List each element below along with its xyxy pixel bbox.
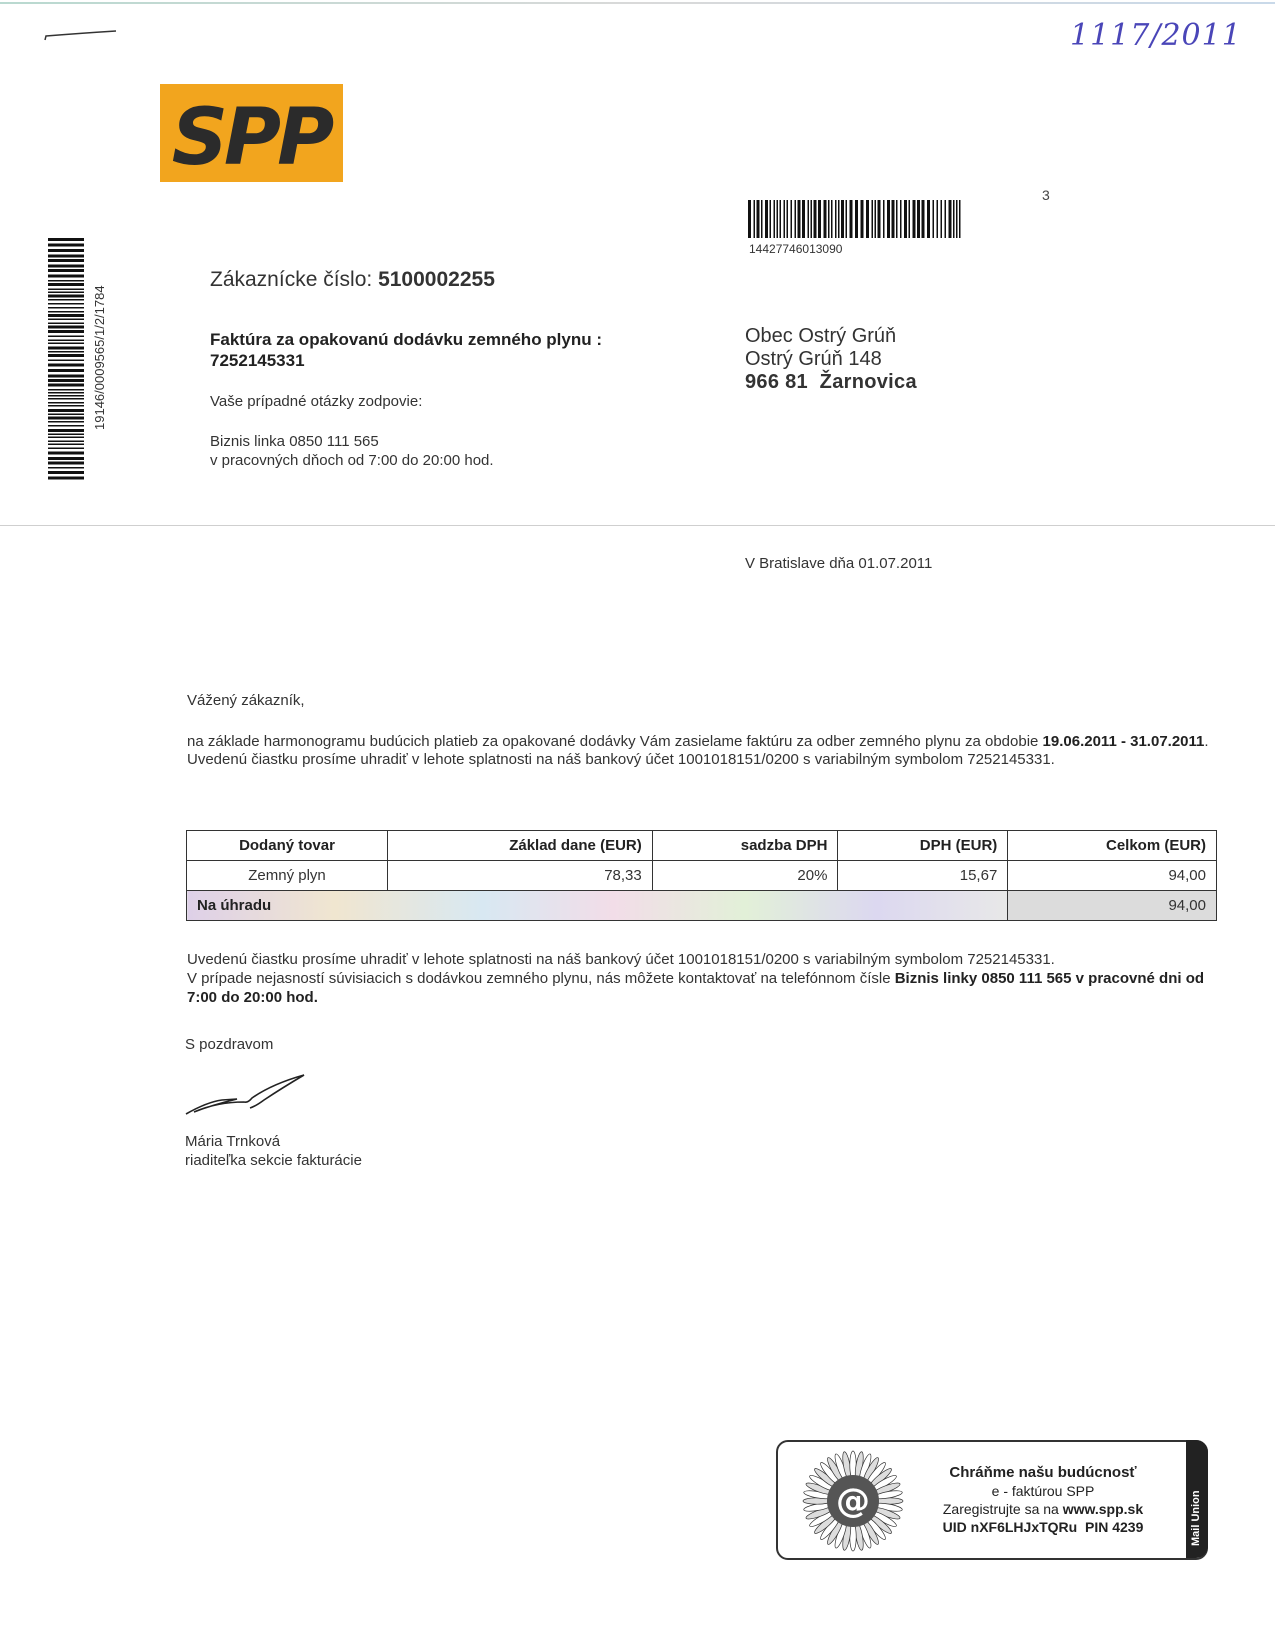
header-total: Celkom (EUR) [1008,831,1217,861]
business-line [210,432,494,470]
date-line: V Bratislave dňa 01.07.2011 [745,555,933,572]
email-flower-icon [798,1446,908,1561]
business-line-phone: Biznis linka 0850 111 565 [210,433,379,450]
total-value: 94,00 [1008,891,1217,921]
cell-vat: 15,67 [838,861,1008,891]
invoice-table [186,830,1217,921]
cell-vat-rate: 20% [652,861,838,891]
cell-goods: Zemný plyn [187,861,388,891]
cell-total: 94,00 [1008,861,1217,891]
header-goods: Dodaný tovar [187,831,388,861]
promo-line3 [928,1500,1158,1518]
promo-register-text: Zaregistrujte sa na [942,1501,1063,1517]
signer-name: Mária Trnková [185,1133,281,1150]
promo-line2: e - faktúrou SPP [991,1483,1095,1499]
top-left-mark [44,28,119,47]
questions-line: Vaše prípadné otázky zodpovie: [210,393,423,410]
invoice-number: 7252145331 [210,351,305,370]
e-invoice-promo-box [776,1440,1208,1560]
barcode [748,200,964,243]
mail-union-label: Mail Union [1190,1490,1202,1546]
spp-logo [160,84,343,182]
paragraph-2-text: V prípade nejasností súvisiacich s dodávkou zemného plynu, nás môžete kontaktovať na telefónnom čísle [187,970,895,987]
side-barcode [48,238,84,488]
handwritten-note: 1117/2011 [1070,18,1242,53]
paragraph-1-end: . [1204,733,1209,750]
paragraph-1-text: na základe harmonogramu budúcich platieb za opakované dodávky Vám zasielame faktúru za odber zemného plynu za obdobie [187,733,1043,750]
greeting: Vážený zákazník, [187,692,305,709]
customer-number-label: Zákaznícke číslo: [210,268,373,291]
invoice-title-line1: Faktúra za opakovanú dodávku zemného plynu : [210,330,603,349]
svg-text:@: @ [836,1481,870,1521]
recipient-name: Obec Ostrý Grúň [745,325,897,347]
billing-period: 19.06.2011 - 31.07.2011 [1042,733,1205,750]
customer-number-line [210,268,495,292]
paragraph-1 [187,733,1222,769]
recipient-city: 966 81 Žarnovica [745,371,917,393]
promo-heading: Chráňme našu budúcnosť [949,1464,1137,1481]
svg-text:SPP: SPP [171,93,331,182]
barcode-number: 14427746013090 [749,242,843,256]
header-vat: DPH (EUR) [838,831,1008,861]
cell-tax-base: 78,33 [388,861,653,891]
closing-regards: S pozdravom [185,1036,274,1053]
total-label: Na úhradu [187,891,1008,921]
promo-credentials: UID nXF6LHJxTQRu PIN 4239 [942,1519,1144,1535]
table-row [187,861,1217,891]
total-row [187,891,1217,921]
recipient-street: Ostrý Grúň 148 [745,348,882,370]
promo-website: www.spp.sk [1062,1501,1144,1517]
page-number: 3 [1042,187,1050,203]
business-line-hours: v pracovných dňoch od 7:00 do 20:00 hod. [210,452,494,469]
header-tax-base: Základ dane (EUR) [388,831,653,861]
fold-line [0,525,1275,526]
table-header-row [187,831,1217,861]
signature [182,1072,312,1123]
mail-union-badge [1186,1440,1208,1558]
signer [185,1132,362,1170]
contact-hotline: Biznis linky 0850 111 565 v pracovné dni od 7:00 do 20:00 hod. [187,970,1205,1006]
header-vat-rate: sadzba DPH [652,831,838,861]
paragraph-2-line1: Uvedenú čiastku prosíme uhradiť v lehote splatnosti na náš bankový účet 1001018151/0200 s variabilným symbolom 7252145331. [187,951,1055,968]
top-edge-line [0,2,1275,4]
customer-number: 5100002255 [378,268,495,291]
paragraph-2 [187,950,1227,1007]
recipient-address [745,325,917,394]
signer-title: riaditeľka sekcie fakturácie [185,1152,362,1169]
promo-text [928,1464,1158,1536]
paragraph-1-line2: Uvedenú čiastku prosíme uhradiť v lehote splatnosti na náš bankový účet 1001018151/0200 s variabilným symbolom 7252145331. [187,751,1055,768]
invoice-title [210,329,660,371]
side-code: 19146/0009565/1/2/1784 [92,285,107,430]
